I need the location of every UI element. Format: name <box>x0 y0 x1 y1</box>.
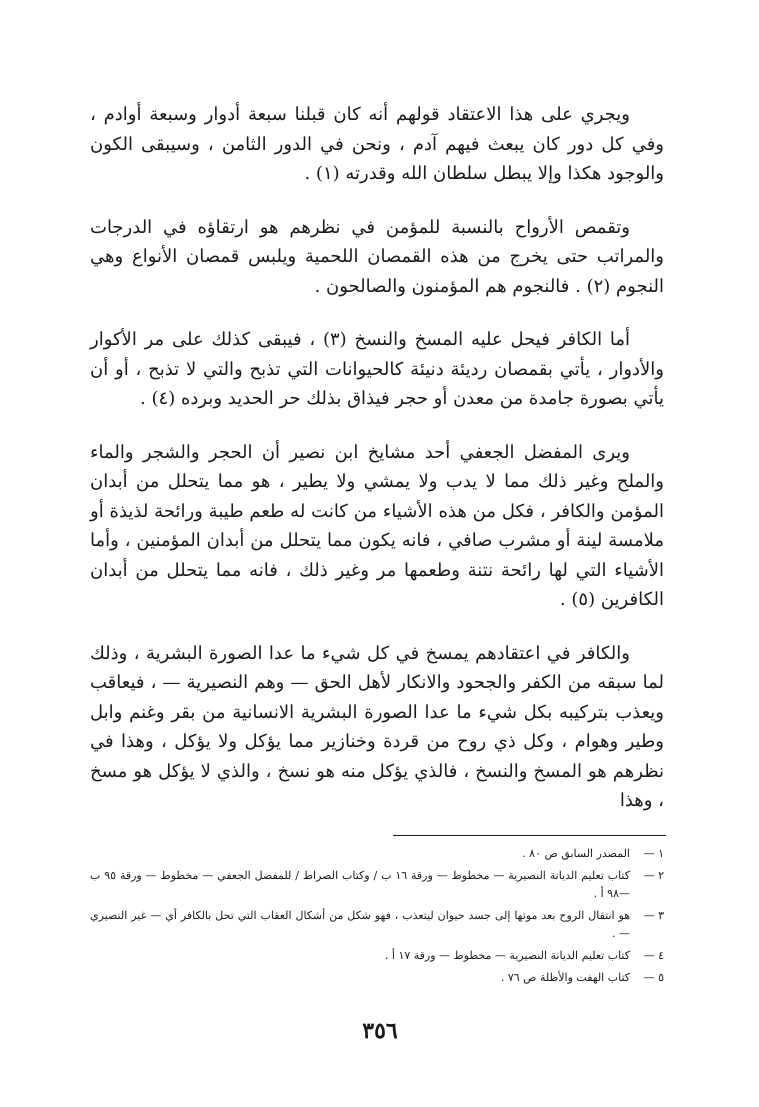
footnote-number: ٤ — <box>643 949 664 962</box>
footnote-text: هو انتقال الروح بعد موتها إلى جسد حيوان ليتعذب ، فهو شكل من أشكال العقاب التي تحل بالكافر أي — غير النصيري — . <box>90 909 630 940</box>
paragraph-5-text: والكافر في اعتقادهم يمسخ في كل شيء ما عدا الصورة البشرية ، وذلك لما سبقه من الكفر والجحود والانكار لأهل الحق — وهم النصيرية — ، فيعاقب ويعذب بتركيبه بكل شيء ما عدا الصورة البشرية الانسانية من بقر وغنم وابل وطير وهوام ، وكل ذي روح من قردة وخنازير مما يؤكل ولا يؤكل ، وهذا في نظرهم هو المسخ والنسخ ، فالذي يؤكل منه هو نسخ ، والذي لا يؤكل هو مسخ ، وهذا <box>90 642 664 811</box>
footnote-text: كتاب تعليم الديانة النصيرية — مخطوط — ورقة ١٦ ب / وكتاب الصراط / للمفضل الجعفي — مخطوط — ورقة ٩٥ ب —٩٨ أ . <box>90 869 630 900</box>
paragraph-4-text: ويرى المفضل الجعفي أحد مشايخ ابن نصير أن الحجر والشجر والماء والملح وغير ذلك مما لا يدب ولا يمشي ولا يطير ، هو مما يتحلل من أبدان المؤمن والكافر ، فكل من هذه الأشياء من كانت له طعم طيبة ورائحة لذيذة أو ملامسة لينة أو مشرب صافي ، فانه يكون مما يتحلل من أبدان المؤمنين ، وأما الأشياء التي لها رائحة نتنة وطعمها مر وغير ذلك ، فانه مما يتحلل من أبدان الكافرين (٥) . <box>90 441 664 610</box>
footnote-4 <box>90 947 664 965</box>
footnote-divider <box>393 835 666 836</box>
page-number: ٣٥٦ <box>362 1018 398 1044</box>
footnote-number: ٥ — <box>643 971 664 984</box>
paragraph-3 <box>90 325 664 414</box>
footnote-text: كتاب تعليم الديانة النصيرية — مخطوط — ورقة ١٧ أ . <box>384 949 630 962</box>
footnote-text: كتاب الهفت والأظلة ص ٧٦ . <box>500 971 630 984</box>
footnote-number: ١ — <box>643 847 664 860</box>
paragraph-2-text: وتقمص الأرواح بالنسبة للمؤمن في نظرهم هو ارتقاؤه في الدرجات والمراتب حتى يخرج من هذه القمصان اللحمية ويلبس قمصان الأنواع وهي النجوم (٢) . فالنجوم هم المؤمنون والصالحون . <box>90 216 664 297</box>
footnote-5 <box>90 969 664 987</box>
footnote-3 <box>90 907 664 943</box>
paragraph-4 <box>90 438 664 615</box>
paragraph-1 <box>90 100 664 189</box>
footnote-number: ٣ — <box>643 909 664 922</box>
paragraph-1-text: ويجري على هذا الاعتقاد قولهم أنه كان قبلنا سبعة أدوار وسبعة أوادم ، وفي كل دور كان يبعث فيهم آدم ، ونحن في الدور الثامن ، وسيبقى الكون والوجود هكذا وإلا يبطل سلطان الله وقدرته (١) . <box>90 104 664 184</box>
footnote-text: المصدر السابق ص ٨٠ . <box>522 847 630 860</box>
footnote-number: ٢ — <box>643 869 664 882</box>
footnotes-list <box>90 845 664 991</box>
paragraph-2 <box>90 213 664 302</box>
paragraph-3-text: أما الكافر فيحل عليه المسخ والنسخ (٣) ، فيبقى كذلك على مر الأكوار والأدوار ، يأتي بقمصان رديئة دنيئة كالحيوانات التي تذبح والتي لا تذبح ، أو أن يأتي بصورة جامدة من معدن أو حجر فيذاق بذلك حر الحديد وبرده (٤) . <box>90 329 664 409</box>
main-text <box>90 100 664 840</box>
footnote-2 <box>90 867 664 903</box>
paragraph-5 <box>90 639 664 816</box>
footnote-1 <box>90 845 664 863</box>
